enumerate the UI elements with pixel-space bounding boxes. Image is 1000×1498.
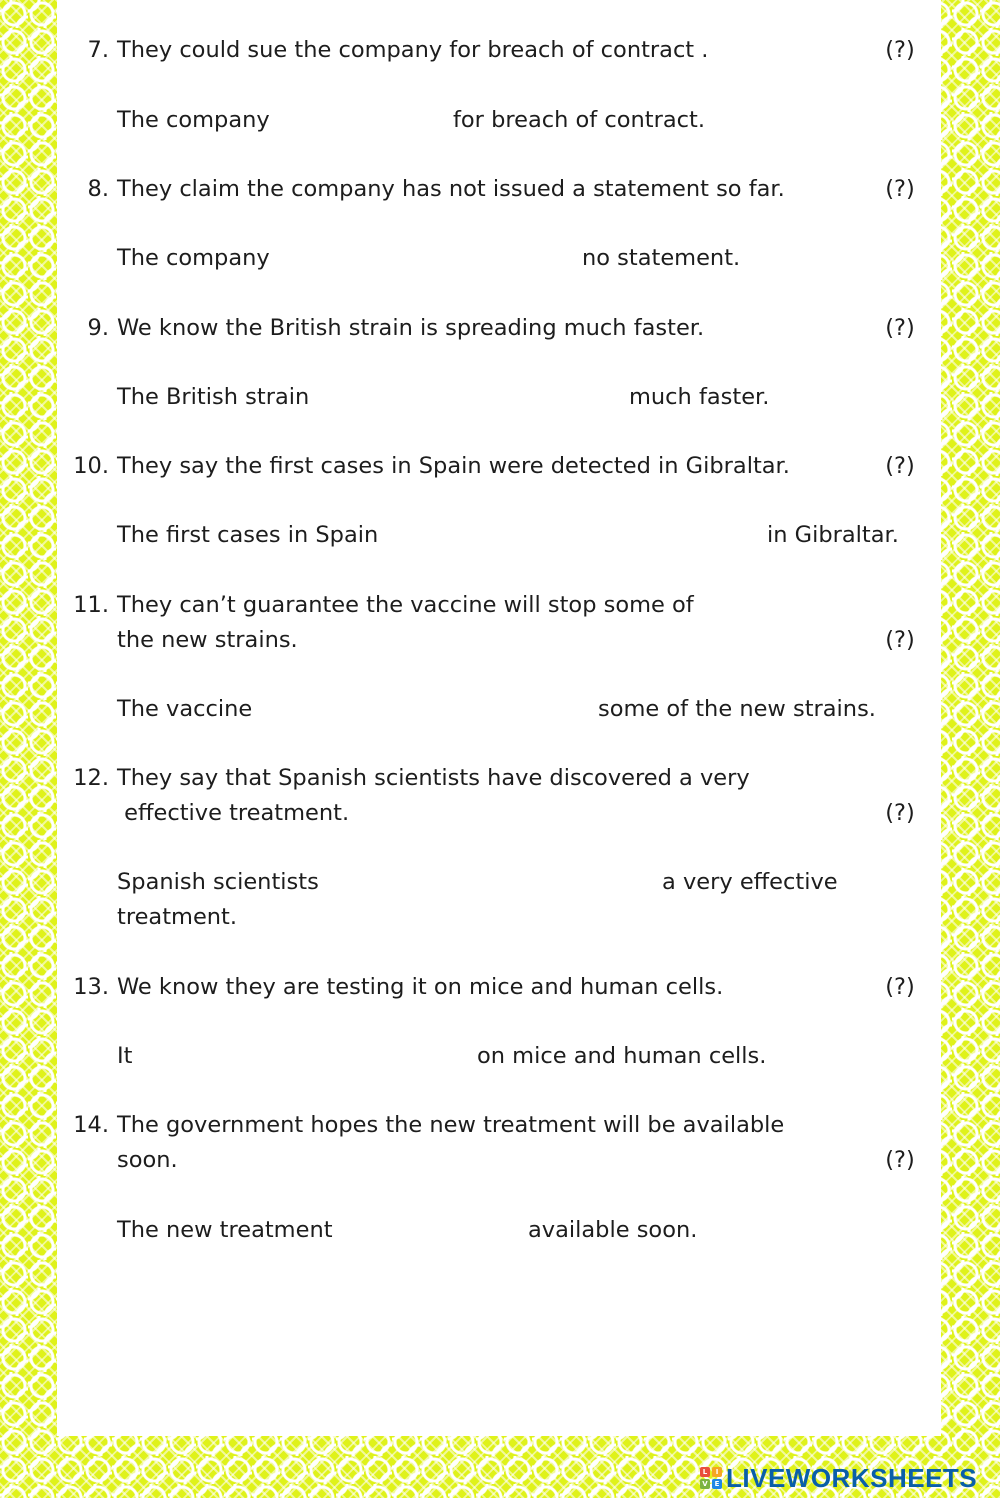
item-number: 7.	[87, 37, 109, 63]
answer-start: Spanish scientists	[117, 869, 319, 895]
answer-start: The first cases in Spain	[117, 522, 379, 548]
item-sentence: We know they are testing it on mice and human cells.	[117, 974, 724, 1000]
answer-start: The company	[117, 245, 270, 271]
answer-start: It	[117, 1043, 133, 1069]
item-sentence-cont: the new strains.	[117, 627, 298, 653]
item-sentence-cont: soon.	[117, 1147, 178, 1173]
logo-letter: L	[700, 1467, 710, 1477]
logo-letter: I	[712, 1467, 722, 1477]
hint-mark[interactable]: (?)	[885, 974, 915, 1000]
answer-end: on mice and human cells.	[477, 1043, 767, 1069]
hint-mark[interactable]: (?)	[885, 37, 915, 63]
item-number: 14.	[73, 1112, 109, 1138]
hint-mark[interactable]: (?)	[885, 800, 915, 826]
brand-name: LIVEWORKSHEETS	[726, 1462, 978, 1493]
answer-end: some of the new strains.	[598, 696, 876, 722]
item-sentence: They can’t guarantee the vaccine will stop some of	[117, 592, 694, 618]
answer-end: for breach of contract.	[453, 107, 705, 133]
answer-end: a very effective	[662, 869, 838, 895]
answer-start: The British strain	[117, 384, 310, 410]
logo-letter: E	[712, 1479, 722, 1489]
item-number: 10.	[73, 453, 109, 479]
liveworksheets-logo[interactable]	[700, 1462, 1000, 1494]
item-number: 8.	[87, 176, 109, 202]
item-number: 11.	[73, 592, 109, 618]
hint-mark[interactable]: (?)	[885, 1147, 915, 1173]
item-number: 12.	[73, 765, 109, 791]
answer-end: in Gibraltar.	[767, 522, 899, 548]
item-number: 13.	[73, 974, 109, 1000]
answer-end-cont: treatment.	[117, 904, 238, 930]
item-sentence: They could sue the company for breach of contract .	[117, 37, 709, 63]
item-number: 9.	[87, 315, 109, 341]
item-sentence: We know the British strain is spreading much faster.	[117, 315, 705, 341]
item-sentence-cont: effective treatment.	[117, 800, 350, 826]
item-sentence: The government hopes the new treatment will be available	[117, 1112, 785, 1138]
answer-start: The new treatment	[117, 1217, 333, 1243]
item-sentence: They claim the company has not issued a statement so far.	[117, 176, 785, 202]
hint-mark[interactable]: (?)	[885, 453, 915, 479]
hint-mark[interactable]: (?)	[885, 315, 915, 341]
answer-start: The vaccine	[117, 696, 253, 722]
answer-end: available soon.	[528, 1217, 698, 1243]
logo-letter: V	[700, 1479, 710, 1489]
answer-end: no statement.	[582, 245, 741, 271]
item-sentence: They say the first cases in Spain were detected in Gibraltar.	[117, 453, 790, 479]
answer-start: The company	[117, 107, 270, 133]
logo-mark-icon	[700, 1467, 722, 1489]
item-sentence: They say that Spanish scientists have discovered a very	[117, 765, 750, 791]
answer-end: much faster.	[629, 384, 770, 410]
hint-mark[interactable]: (?)	[885, 176, 915, 202]
hint-mark[interactable]: (?)	[885, 627, 915, 653]
